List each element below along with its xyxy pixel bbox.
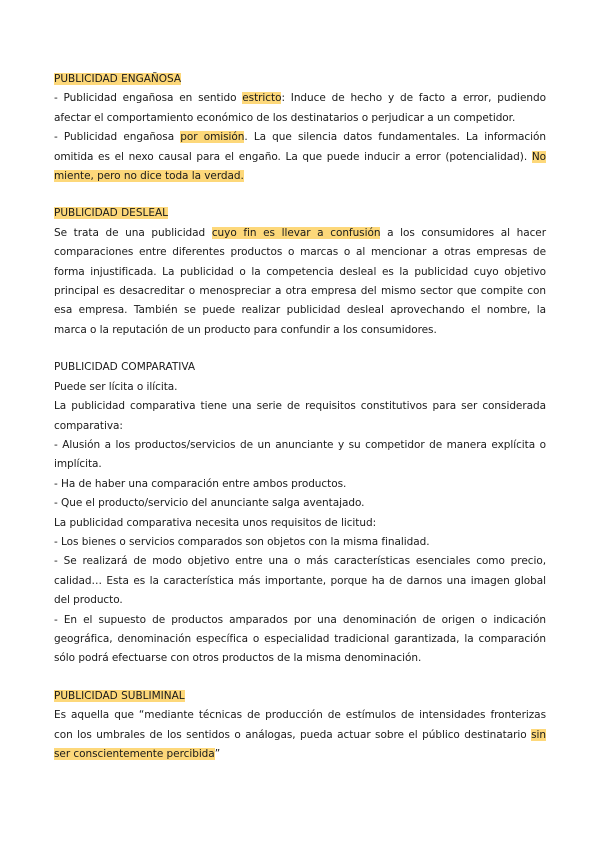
section-publicidad-subliminal <box>54 687 546 765</box>
section-heading: PUBLICIDAD COMPARATIVA <box>54 361 196 374</box>
list-item: - Se realizará de modo objetivo entre una o más características esenciales como precio, calidad… Esta es la característica más importante, porque ha de darnos una imagen global del producto. <box>54 555 546 607</box>
section-publicidad-enganosa <box>54 70 546 186</box>
paragraph: La publicidad comparativa necesita unos requisitos de licitud: <box>54 516 377 529</box>
document-page <box>54 70 546 764</box>
list-item: - En el supuesto de productos amparados por una denominación de origen o indicación geográfica, denominación específica o especialidad tradicional garantizada, la comparación sólo podrá efectuarse con otros productos de la misma denominación. <box>54 613 546 665</box>
list-item: - Ha de haber una comparación entre ambos productos. <box>54 477 347 490</box>
paragraph: Se trata de una publicidad cuyo fin es llevar a confusión a los consumidores al hacer comparaciones entre diferentes productos o marcas o al mencionar a otras empresas de forma injustificada. La publicidad o la competencia desleal es la publicidad cuyo objetivo principal es desacreditar o menospreciar a otra empresa del mismo sector que compite con esa empresa. También se puede realizar publicidad desleal aprovechando el nombre, la marca o la reputación de un producto para confundir a los consumidores. <box>54 226 546 336</box>
section-heading: PUBLICIDAD ENGAÑOSA <box>54 73 182 85</box>
paragraph: - Publicidad engañosa en sentido estricto: Induce de hecho y de facto a error, pudiendo afectar el comportamiento económico de los destinatarios o perjudicar a un competidor. <box>54 92 546 124</box>
paragraph: - Publicidad engañosa por omisión. La que silencia datos fundamentales. La información omitida es el nexo causal para el engaño. La que puede inducir a error (potencialidad). No miente, pero no dice toda la verdad. <box>54 131 547 183</box>
paragraph: Es aquella que “mediante técnicas de producción de estímulos de intensidades fronterizas con los umbrales de los sentidos o análogas, pueda actuar sobre el público destinatario sin ser conscientemente percibida” <box>54 709 546 760</box>
section-publicidad-comparativa <box>54 358 546 669</box>
section-publicidad-desleal <box>54 204 546 340</box>
list-item: - Que el producto/servicio del anunciante salga aventajado. <box>54 497 365 510</box>
section-heading: PUBLICIDAD SUBLIMINAL <box>54 689 185 702</box>
paragraph: La publicidad comparativa tiene una serie de requisitos constitutivos para ser considerada comparativa: <box>54 400 546 432</box>
list-item: - Alusión a los productos/servicios de un anunciante y su competidor de manera explícita o implícita. <box>54 438 546 471</box>
section-heading: PUBLICIDAD DESLEAL <box>54 207 169 220</box>
paragraph: Puede ser lícita o ilícita. <box>54 380 178 393</box>
list-item: - Los bienes o servicios comparados son objetos con la misma finalidad. <box>54 535 430 548</box>
